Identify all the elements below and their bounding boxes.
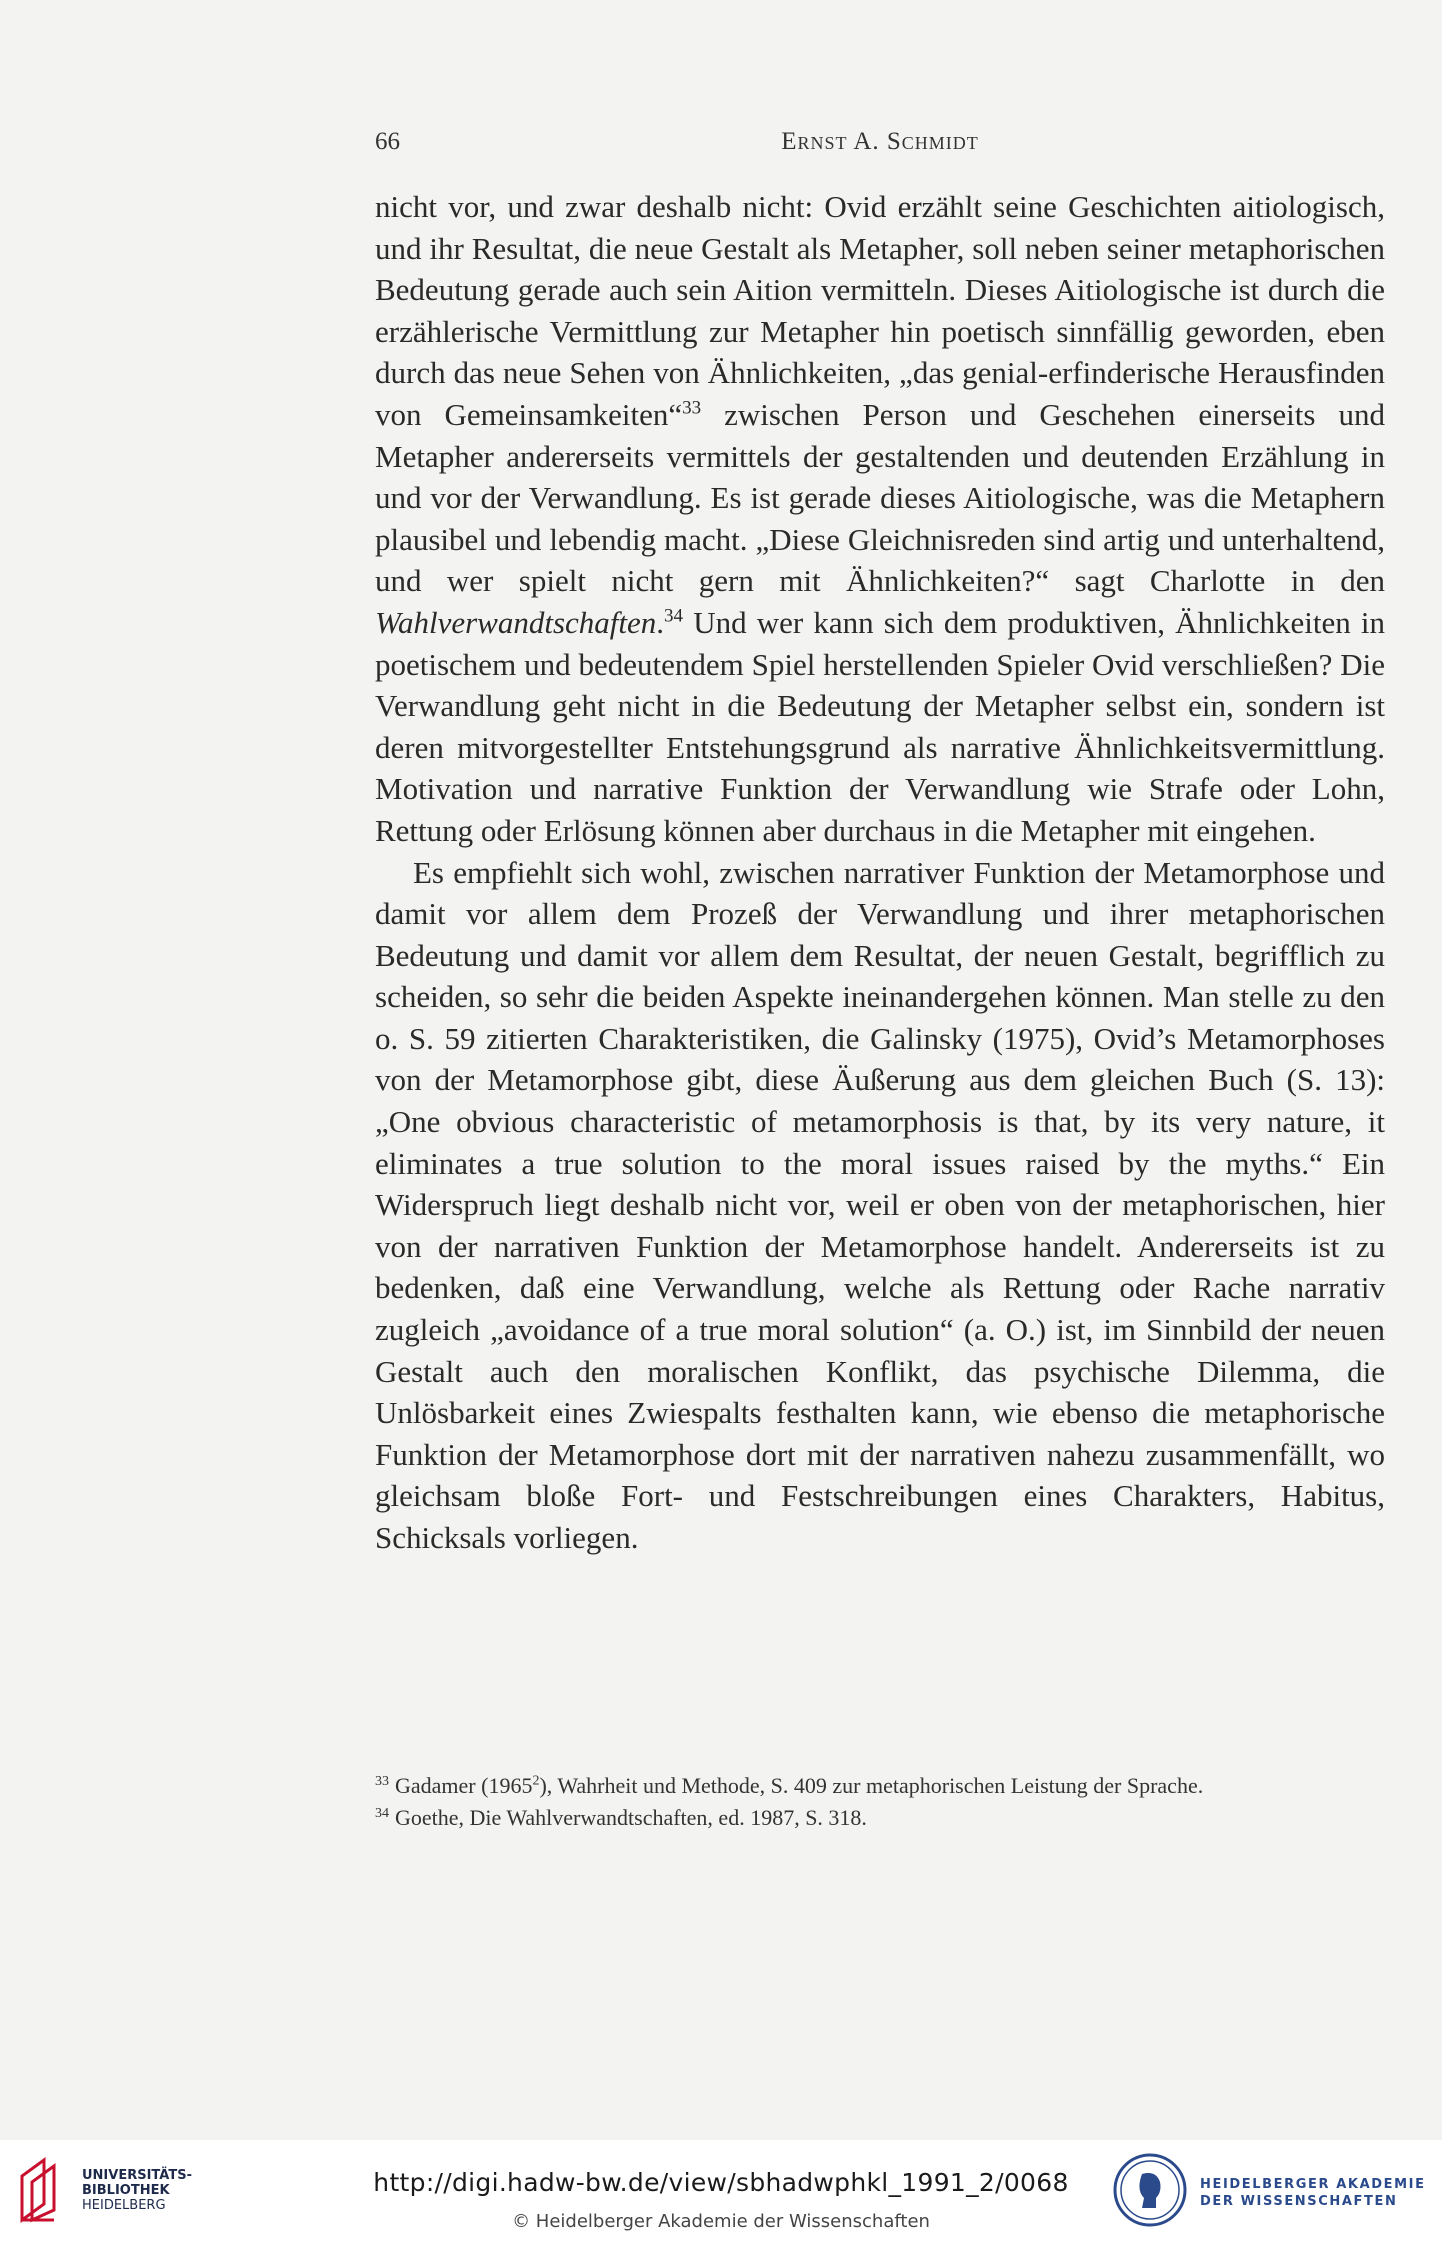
page-header: [375, 128, 1385, 168]
footnote-ref[interactable]: 34: [664, 605, 684, 627]
viewer-footer: [0, 2140, 1442, 2244]
permalink-url[interactable]: http://digi.hadw-bw.de/view/sbhadwphkl_1991_2/0068: [373, 2168, 1069, 2197]
footnote: $^{33}$ Gadamer (1965$^2$), Wahrheit und Methode, S. 409 zur metaphorischen Leistung der Sprache.: [375, 1773, 1204, 1798]
footnote-number: 33: [375, 1773, 389, 1789]
body-text: [375, 186, 1385, 1559]
copyright-notice: © Heidelberger Akademie der Wissenschaften: [512, 2211, 930, 2232]
footnote-ref[interactable]: 33: [682, 397, 702, 419]
paragraph: nicht vor, und zwar deshalb nicht: Ovid erzählt seine Geschichten aitiologisch, und ihr Resultat, die neue Gestalt als Metapher, soll neben seiner metaphorischen Bedeutung gerade auch sein Aition vermitteln. Dieses Aitiologische ist durch die erzählerische Vermittlung zur Metapher hin poetisch sinnfällig geworden, eben durch das neue Sehen von Ähnlichkeiten, „das genial-erfinderische Herausfinden von Gemeinsamkeiten“$^{33}$ zwischen Person und Geschehen einerseits und Metapher andererseits vermittels der gestaltenden und deutenden Erzählung in und vor der Verwandlung. Es ist gerade dieses Aitiologische, was die Metaphern plausibel und lebendig macht. „Diese Gleichnisreden sind artig und unterhaltend, und wer spielt nicht gern mit Ähnlichkeiten?“ sagt Charlotte in den Wahlverwandtschaften.$^{34}$ Und wer kann sich dem produktiven, Ähnlichkeiten in poetischem und bedeutendem Spiel herstellenden Spieler Ovid verschließen? Die Verwandlung geht nicht in die Bedeutung der Metapher selbst ein, sondern ist deren mitvorgestellter Entstehungsgrund als narrative Ähnlichkeitsvermittlung. Motivation und narrative Funktion der Verwandlung wie Strafe oder Lohn, Rettung oder Erlösung können aber durchaus in die Metapher mit eingehen.: [375, 189, 1385, 848]
running-head: Ernst A. Schmidt: [781, 128, 979, 155]
academy-label: HEIDELBERGER AKADEMIE DER WISSENSCHAFTEN: [1200, 2177, 1426, 2209]
footnote: $^{34}$ Goethe, Die Wahlverwandtschaften, ed. 1987, S. 318.: [375, 1805, 867, 1830]
page-number: 66: [375, 128, 400, 155]
footnotes: [375, 1770, 1385, 1834]
academy-seal-icon: [1112, 2152, 1188, 2228]
paragraph: Es empfiehlt sich wohl, zwischen narrativer Funktion der Metamorphose und damit vor allem dem Prozeß der Verwandlung und ihrer metaphorischen Bedeutung und damit vor allem dem Resultat, der neuen Gestalt, begrifflich zu scheiden, so sehr die beiden Aspekte ineinandergehen können. Man stelle zu den o. S. 59 zitierten Charakteristiken, die Galinsky (1975), Ovid’s Metamorphoses von der Metamorphose gibt, diese Äußerung aus dem gleichen Buch (S. 13): „One obvious characteristic of metamorphosis is that, by its very nature, it eliminates a true solution to the moral issues raised by the myths.“ Ein Widerspruch liegt deshalb nicht vor, weil er oben von der metaphorischen, hier von der narrativen Funktion der Metamorphose handelt. Andererseits ist zu bedenken, daß eine Verwandlung, welche als Rettung oder Rache narrativ zugleich „avoidance of a true moral solution“ (a. O.) ist, im Sinnbild der neuen Gestalt auch den moralischen Konflikt, das psychische Dilemma, die Unlösbarkeit eines Zwiespalts festhalten kann, wie ebenso die metaphorische Funktion der Metamorphose dort mit der narrativen nahezu zusammenfällt, wo gleichsam bloße Fort- und Festschreibungen eines Charakters, Habitus, Schicksals vorliegen.: [375, 854, 1385, 1555]
book-title: Wahlverwandtschaften: [375, 604, 657, 640]
university-library-label: UNIVERSITÄTS- BIBLIOTHEK HEIDELBERG: [82, 2168, 192, 2213]
footnote-number: 34: [375, 1805, 389, 1821]
